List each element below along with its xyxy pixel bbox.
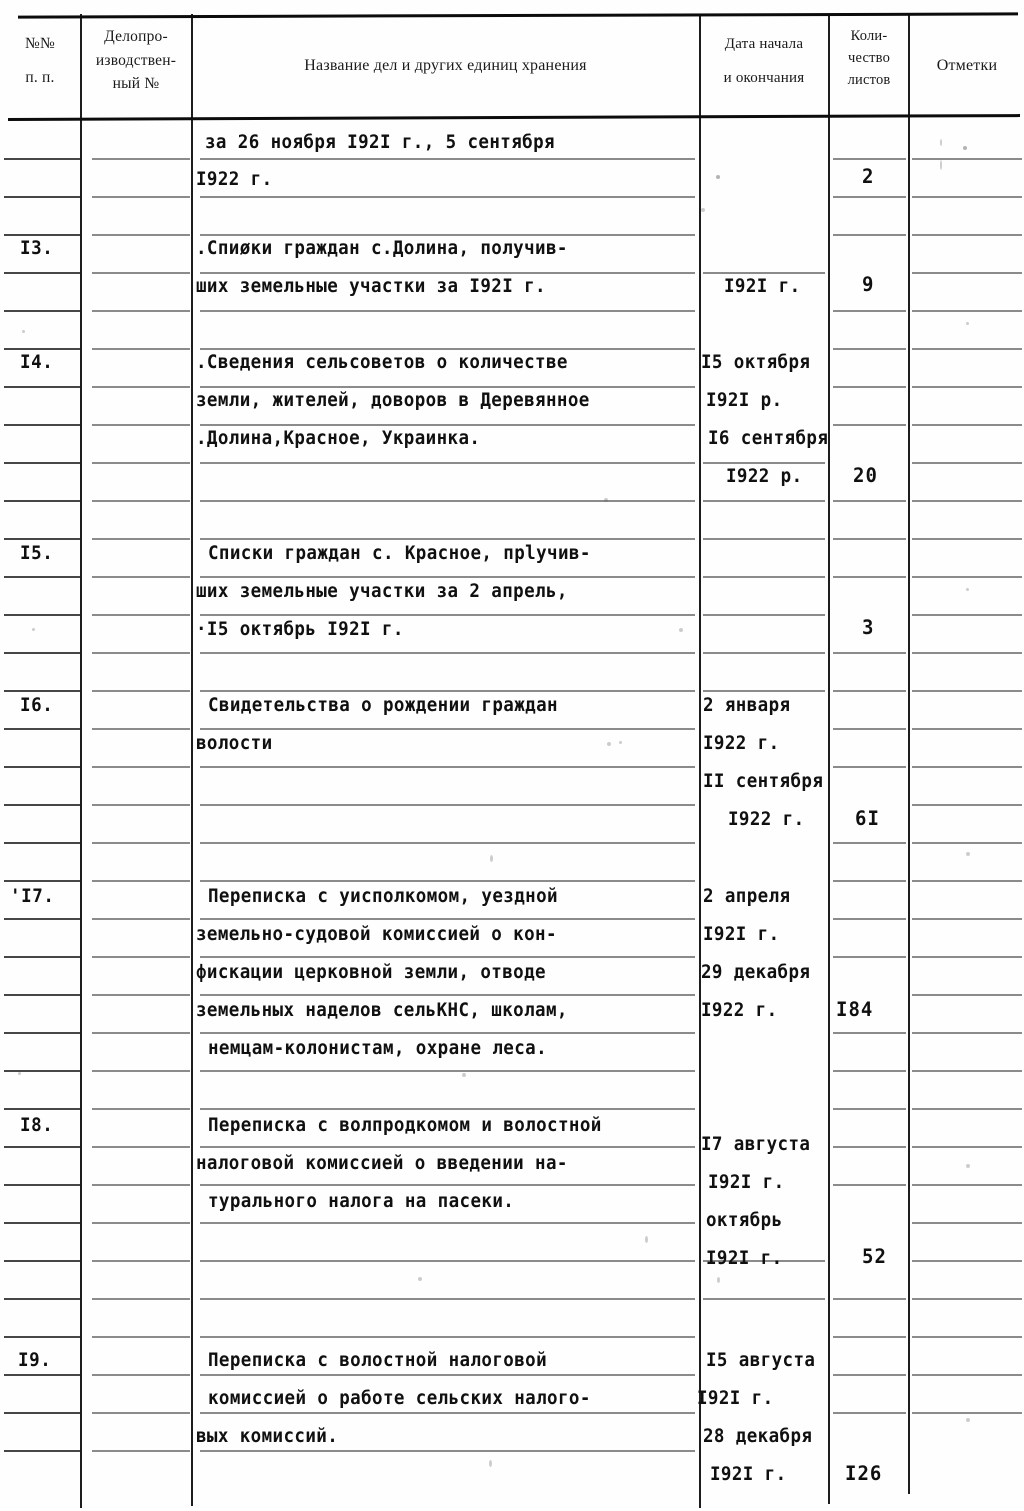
ruled-line <box>4 158 80 160</box>
ruled-line <box>833 234 906 236</box>
ruled-line <box>4 918 80 920</box>
row-sheets: 52 <box>862 1245 887 1268</box>
ruled-line <box>833 500 906 502</box>
header-number-line-2: п. п. <box>25 68 55 86</box>
row-date-line: II сентября <box>703 771 824 792</box>
ruled-line <box>912 386 1022 388</box>
header-office-number-line-1: Делопро- <box>104 28 168 45</box>
ruled-line <box>912 234 1022 236</box>
ruled-line <box>912 1298 1022 1300</box>
ruled-line <box>92 272 190 274</box>
scan-speck <box>679 628 683 632</box>
row-sheets: 3 <box>862 616 875 639</box>
row-title-line: .Долина,Красное, Украинка. <box>196 428 481 449</box>
carryover-title-line: за 26 ноября I92I г., 5 сентября <box>205 132 555 153</box>
row-sheets: I84 <box>836 998 874 1021</box>
ruled-line <box>912 1260 1022 1262</box>
ruled-line <box>92 310 190 312</box>
row-number: 'I7. <box>10 886 55 907</box>
ruled-line <box>4 690 80 692</box>
ruled-line <box>200 538 695 540</box>
ruled-line <box>92 196 190 198</box>
ruled-line <box>4 880 80 882</box>
ruled-line <box>92 1260 190 1262</box>
row-date-line: I92I г. <box>706 1248 783 1269</box>
ruled-line <box>703 614 825 616</box>
row-title-line: земельных наделов сельКНС, школам, <box>196 1000 568 1021</box>
ruled-line <box>92 158 190 160</box>
row-date-line: октябрь <box>706 1210 783 1231</box>
ruled-line <box>833 880 906 882</box>
row-title-line: волости <box>196 733 273 754</box>
ruled-line <box>200 956 695 958</box>
row-title-line: Свидетельства о рождении граждан <box>208 695 558 716</box>
ruled-line <box>833 1412 906 1414</box>
ruled-line <box>912 1336 1022 1338</box>
ruled-line <box>833 766 906 768</box>
ruled-line <box>912 196 1022 198</box>
ruled-line <box>200 386 695 388</box>
header-sheets <box>830 25 908 91</box>
ruled-line <box>703 272 825 274</box>
ruled-line <box>200 1070 695 1072</box>
row-title-line: Списки граждан с. Красное, пplучив- <box>208 543 591 564</box>
header-sheets-line-3: листов <box>847 72 891 89</box>
ruled-line <box>912 614 1022 616</box>
ruled-line <box>4 196 80 198</box>
ruled-line <box>912 994 1022 996</box>
ruled-line <box>833 956 906 958</box>
ruled-line <box>833 842 906 844</box>
header-bottom-rule <box>8 114 1020 121</box>
ruled-line <box>92 500 190 502</box>
row-title-line: земельно-судовой комиссией о кон- <box>196 924 557 945</box>
ruled-line <box>4 576 80 578</box>
ruled-line <box>4 1222 80 1224</box>
ruled-line <box>200 1146 695 1148</box>
ruled-line <box>92 576 190 578</box>
row-title-line: земли, жителей, доворов в Деревянное <box>196 390 590 411</box>
ruled-line <box>833 1184 906 1186</box>
ruled-line <box>92 1450 190 1452</box>
ruled-line <box>912 956 1022 958</box>
column-rule-1 <box>80 14 82 1508</box>
ruled-line <box>833 1146 906 1148</box>
ruled-line <box>4 348 80 350</box>
ruled-line <box>200 462 695 464</box>
ruled-line <box>200 424 695 426</box>
row-date-line: I92I г. <box>708 1172 785 1193</box>
ruled-line <box>833 196 906 198</box>
scan-speck <box>18 1072 21 1075</box>
ruled-line <box>833 1336 906 1338</box>
scan-speck <box>418 1277 422 1281</box>
ruled-line <box>200 500 695 502</box>
ruled-line <box>912 272 1022 274</box>
ruled-line <box>92 918 190 920</box>
row-title-line: .Сведения сельсоветов о количестве <box>196 352 568 373</box>
ruled-line <box>92 956 190 958</box>
row-date-line: I922 г. <box>728 809 805 830</box>
scan-speck <box>966 588 969 591</box>
row-title-line: ших земельные участки за 2 апрель, <box>196 581 568 602</box>
ruled-line <box>912 500 1022 502</box>
ruled-line <box>92 690 190 692</box>
ruled-line <box>200 994 695 996</box>
ruled-line <box>4 310 80 312</box>
ruled-line <box>200 804 695 806</box>
row-date-line: I6 сентября <box>708 428 829 449</box>
ruled-line <box>833 1298 906 1300</box>
scan-speck <box>963 146 967 150</box>
column-rule-5 <box>908 14 910 1494</box>
row-date-line: I92I г. <box>697 1388 774 1409</box>
ruled-line <box>4 728 80 730</box>
scan-speck <box>701 208 705 212</box>
ruled-line <box>703 576 825 578</box>
ruled-line <box>200 652 695 654</box>
ruled-line <box>200 234 695 236</box>
row-date-line: I92I г. <box>710 1464 787 1485</box>
row-title-line: фискации церковной земли, отводе <box>196 962 546 983</box>
ruled-line <box>912 1222 1022 1224</box>
ruled-line <box>4 1032 80 1034</box>
row-date-line: 29 декабря <box>701 962 811 983</box>
row-title-line: ·I5 октябрь I92I г. <box>196 619 404 640</box>
ruled-line <box>92 386 190 388</box>
ruled-line <box>92 538 190 540</box>
row-date-line: I92I г. <box>703 924 780 945</box>
ruled-line <box>4 538 80 540</box>
ruled-line <box>833 728 906 730</box>
ruled-line <box>92 424 190 426</box>
row-date-line: I7 августа <box>701 1134 811 1155</box>
ruled-line <box>200 766 695 768</box>
ruled-line <box>4 1336 80 1338</box>
header-sheets-line-1: Коли- <box>850 28 888 44</box>
ruled-line <box>912 1146 1022 1148</box>
ruled-line <box>912 1108 1022 1110</box>
ruled-line <box>200 1412 695 1414</box>
ruled-line <box>200 1450 695 1452</box>
ruled-line <box>4 272 80 274</box>
row-date-line: 28 декабря <box>703 1426 813 1447</box>
ruled-line <box>4 1450 80 1452</box>
ruled-line <box>833 652 906 654</box>
row-title-line: турального налога на пасеки. <box>208 1191 515 1212</box>
ruled-line <box>200 1298 695 1300</box>
scan-speck <box>645 1236 648 1243</box>
ruled-line <box>200 1108 695 1110</box>
ruled-line <box>4 804 80 806</box>
ruled-line <box>92 348 190 350</box>
ruled-line <box>912 880 1022 882</box>
scan-speck <box>940 160 942 170</box>
ruled-line <box>92 614 190 616</box>
ruled-line <box>92 234 190 236</box>
ruled-line <box>833 158 906 160</box>
row-sheets: 20 <box>853 464 878 487</box>
ruled-line <box>200 310 695 312</box>
ruled-line <box>912 1184 1022 1186</box>
header-number-line-1: №№ <box>25 35 55 52</box>
scan-speck <box>32 628 35 631</box>
row-date-line: I922 г. <box>701 1000 778 1021</box>
ruled-line <box>200 272 695 274</box>
ruled-line <box>4 500 80 502</box>
ruled-line <box>4 766 80 768</box>
row-date-line: 2 января <box>703 695 791 716</box>
ruled-line <box>200 1260 695 1262</box>
ruled-line <box>92 1032 190 1034</box>
ruled-line <box>200 158 695 160</box>
column-rule-2 <box>191 14 193 1506</box>
ruled-line <box>833 1108 906 1110</box>
ruled-line <box>200 728 695 730</box>
header-sheets-line-2: чество <box>847 50 891 67</box>
ruled-line <box>912 804 1022 806</box>
ruled-line <box>92 1374 190 1376</box>
row-sheets: 6I <box>855 807 880 830</box>
row-number: I4. <box>20 352 54 373</box>
scan-speck <box>966 852 970 856</box>
ruled-line <box>4 1108 80 1110</box>
scan-speck <box>966 1418 970 1422</box>
ruled-line <box>4 652 80 654</box>
ruled-line <box>4 1260 80 1262</box>
header-office-number <box>82 25 190 96</box>
row-date-line: I922 г. <box>703 733 780 754</box>
ruled-line <box>4 1412 80 1414</box>
ruled-line <box>833 1070 906 1072</box>
row-title-line: налоговой комиссией о введении на- <box>196 1153 568 1174</box>
header-office-number-line-2: изводствен- <box>95 51 177 69</box>
ruled-line <box>4 424 80 426</box>
header-number <box>0 32 80 89</box>
ruled-line <box>912 538 1022 540</box>
row-title-line: ших земельные участки за I92I г. <box>196 276 546 297</box>
ruled-line <box>200 196 695 198</box>
ruled-line <box>92 728 190 730</box>
row-number: I8. <box>20 1115 54 1136</box>
ruled-line <box>912 1070 1022 1072</box>
row-date-line: I92I р. <box>706 390 783 411</box>
ruled-line <box>833 1374 906 1376</box>
ruled-line <box>4 994 80 996</box>
scan-speck <box>966 322 969 325</box>
ruled-line <box>92 766 190 768</box>
ruled-line <box>833 690 906 692</box>
ruled-line <box>92 652 190 654</box>
ruled-line <box>92 1146 190 1148</box>
ruled-line <box>912 1032 1022 1034</box>
ruled-line <box>200 1336 695 1338</box>
ruled-line <box>912 842 1022 844</box>
ruled-line <box>912 652 1022 654</box>
row-date-line: 2 апреля <box>703 886 791 907</box>
header-notes <box>910 54 1024 78</box>
ruled-line <box>912 690 1022 692</box>
ruled-line <box>703 652 825 654</box>
ruled-line <box>703 538 825 540</box>
header-dates-line-2: и окончания <box>723 69 805 86</box>
header-title <box>193 54 698 78</box>
ruled-line <box>833 538 906 540</box>
row-date-line: I922 р. <box>726 466 803 487</box>
ruled-line <box>92 1298 190 1300</box>
row-number: I9. <box>18 1350 52 1371</box>
ruled-line <box>200 880 695 882</box>
ruled-line <box>912 1412 1022 1414</box>
row-title-line: вых комиссий. <box>196 1426 339 1447</box>
ruled-line <box>92 1108 190 1110</box>
ruled-line <box>703 462 825 464</box>
row-title-line: Переписка с волпродкомом и волостной <box>208 1115 602 1136</box>
row-number: I5. <box>20 543 54 564</box>
carryover-sheets: 2 <box>862 165 875 188</box>
ruled-line <box>833 310 906 312</box>
ruled-line <box>4 1298 80 1300</box>
ruled-line <box>4 234 80 236</box>
ruled-line <box>92 1070 190 1072</box>
ruled-line <box>92 1184 190 1186</box>
ruled-line <box>4 842 80 844</box>
scan-speck <box>716 175 720 179</box>
ruled-line <box>92 804 190 806</box>
ruled-line <box>200 1032 695 1034</box>
header-notes-label: Отметки <box>936 57 998 74</box>
ruled-line <box>833 1032 906 1034</box>
header-office-number-line-3: ный № <box>112 75 160 93</box>
ruled-line <box>200 1222 695 1224</box>
ruled-line <box>92 1336 190 1338</box>
ruled-line <box>912 728 1022 730</box>
ruled-line <box>912 310 1022 312</box>
ruled-line <box>833 348 906 350</box>
row-title-line: Переписка с уисполкомом, уездной <box>208 886 558 907</box>
ruled-line <box>4 1374 80 1376</box>
row-number: I3. <box>20 238 54 259</box>
ruled-line <box>833 918 906 920</box>
ruled-line <box>703 690 825 692</box>
row-date-line: I92I г. <box>724 276 801 297</box>
scan-speck <box>604 498 608 502</box>
row-date-line: I5 августа <box>706 1350 816 1371</box>
ruled-line <box>703 500 825 502</box>
row-title-line: комиссией о работе сельских налого- <box>208 1388 591 1409</box>
ruled-line <box>92 1222 190 1224</box>
row-title-line: Переписка с волостной налоговой <box>208 1350 548 1371</box>
ruled-line <box>4 462 80 464</box>
ruled-line <box>200 918 695 920</box>
column-rule-3 <box>699 14 701 1508</box>
ruled-line <box>703 1298 825 1300</box>
scan-speck <box>490 855 493 862</box>
row-sheets: I26 <box>845 1462 883 1485</box>
ruled-line <box>200 1184 695 1186</box>
ruled-line <box>4 1184 80 1186</box>
ruled-line <box>4 956 80 958</box>
carryover-title-line: I922 г. <box>196 169 273 190</box>
ruled-line <box>200 1374 695 1376</box>
header-top-rule <box>18 12 1018 18</box>
ruled-line <box>833 424 906 426</box>
ruled-line <box>200 348 695 350</box>
row-number: I6. <box>20 695 54 716</box>
column-rule-4 <box>828 14 830 1504</box>
ruled-line <box>912 462 1022 464</box>
ruled-line <box>200 576 695 578</box>
ruled-line <box>912 918 1022 920</box>
ruled-line <box>4 1070 80 1072</box>
ruled-line <box>200 690 695 692</box>
row-date-line: I5 октября <box>701 352 811 373</box>
ruled-line <box>92 462 190 464</box>
header-dates-line-1: Дата начала <box>724 36 804 52</box>
scan-speck <box>462 1073 466 1077</box>
scan-speck <box>940 139 942 146</box>
row-title-line: немцам-колонистам, охране леса. <box>208 1038 548 1059</box>
ruled-line <box>92 994 190 996</box>
ruled-line <box>92 880 190 882</box>
scan-speck <box>717 1277 720 1283</box>
scan-speck <box>22 330 25 333</box>
scan-speck <box>489 1460 492 1467</box>
scan-speck <box>619 741 622 744</box>
ruled-line <box>200 842 695 844</box>
ruled-line <box>833 386 906 388</box>
ruled-line <box>912 348 1022 350</box>
row-sheets: 9 <box>862 273 875 296</box>
row-title-line: .Спиøки граждан с.Долина, получив- <box>196 238 568 259</box>
scan-speck <box>607 742 611 746</box>
ruled-line <box>912 1374 1022 1376</box>
ruled-line <box>833 576 906 578</box>
ruled-line <box>92 842 190 844</box>
ruled-line <box>92 1412 190 1414</box>
ruled-line <box>912 576 1022 578</box>
ruled-line <box>200 614 695 616</box>
ruled-line <box>4 386 80 388</box>
ruled-line <box>4 614 80 616</box>
scan-speck <box>966 1164 970 1168</box>
header-title-label: Название дел и других единиц хранения <box>304 57 587 74</box>
ruled-line <box>912 424 1022 426</box>
ruled-line <box>912 158 1022 160</box>
ruled-line <box>912 766 1022 768</box>
header-dates <box>701 33 827 90</box>
ruled-line <box>4 1146 80 1148</box>
